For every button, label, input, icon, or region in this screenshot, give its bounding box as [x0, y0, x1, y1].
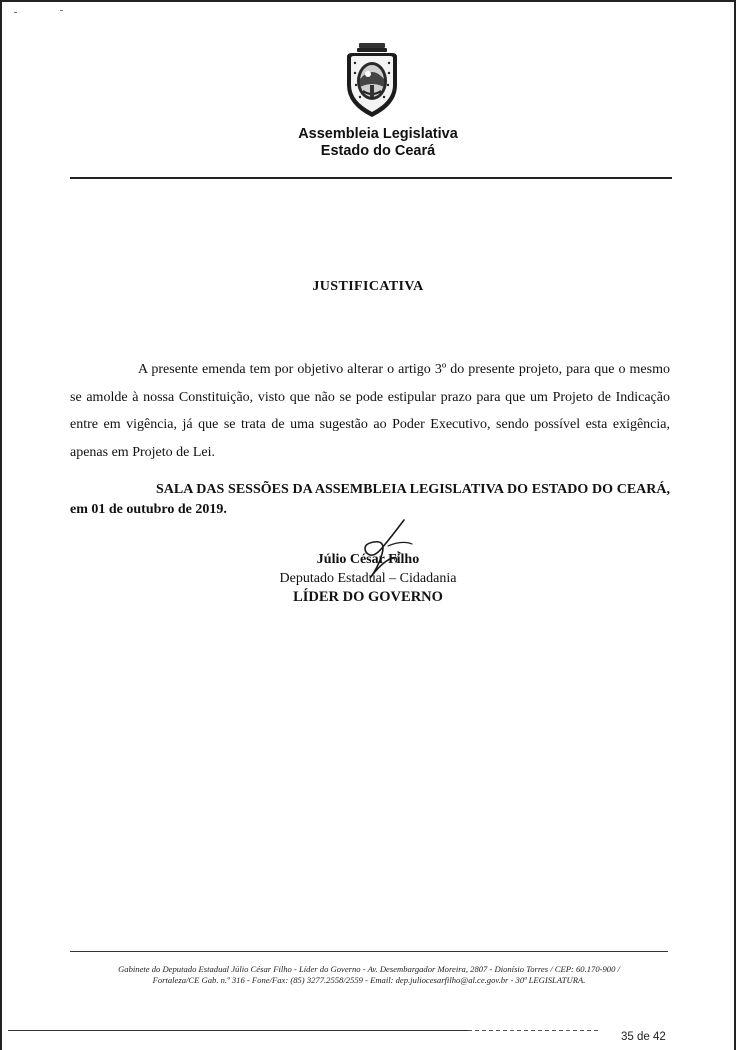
signatory-name: Júlio César Filho	[316, 552, 420, 567]
closing-statement: SALA DAS SESSÕES DA ASSEMBLEIA LEGISLATIVA DO ESTADO DO CEARÁ, em 01 de outubro de 2019.	[70, 482, 670, 517]
bottom-divider-dashed	[468, 1030, 598, 1031]
ceara-coat-of-arms-icon	[343, 41, 401, 119]
footer-divider	[70, 951, 668, 952]
footer-address-line2: Fortaleza/CE Gab. n.º 316 - Fone/Fax: (85) 3277.2558/2559 - Email: dep.juliocesarfilho@al.ce.gov.br - 30ª LEGISLATURA.	[152, 975, 586, 985]
org-name: Assembleia Legislativa	[298, 126, 458, 142]
document-title: JUSTIFICATIVA	[312, 279, 424, 294]
bottom-divider	[8, 1030, 468, 1031]
org-state: Estado do Ceará	[320, 143, 436, 159]
signatory-role: Deputado Estadual – Cidadania	[279, 571, 457, 586]
footer-address-line1: Gabinete do Deputado Estadual Júlio César Filho - Líder do Governo - Av. Desembargador Moreira, 2807 - Dionísio Torres / CEP: 60.170-900 /	[118, 964, 620, 974]
scan-edge-top	[0, 0, 736, 2]
page-number: 35 de 42	[621, 1031, 666, 1043]
scan-edge-left	[0, 0, 2, 1050]
header-divider	[70, 177, 672, 179]
signatory-position: LÍDER DO GOVERNO	[293, 589, 443, 605]
justification-paragraph: A presente emenda tem por objetivo alterar o artigo 3º do presente projeto, para que o mesmo se amolde à nossa Constituição, visto que não se pode estipular prazo para que um Projeto de Indicação entre em vigência, já que se trata de uma sugestão ao Poder Executivo, sendo possível esta exigência, apenas em Projeto de Lei.	[70, 362, 670, 460]
